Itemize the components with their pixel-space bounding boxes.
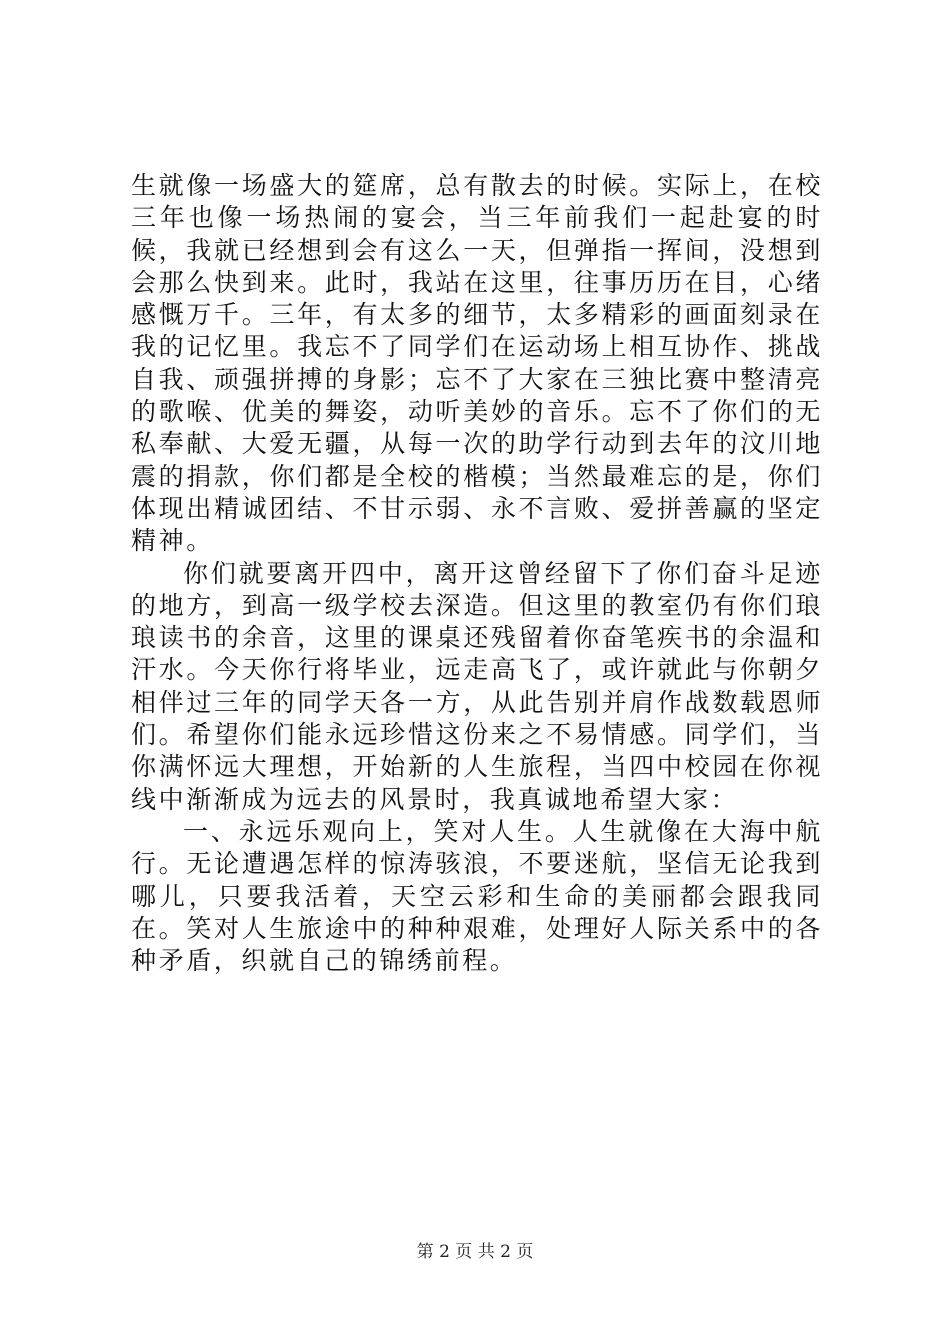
body-text — [131, 170, 823, 977]
page-number: 第 2 页 共 2 页 — [416, 1242, 534, 1262]
paragraph-memories: 生就像一场盛大的筵席，总有散去的时候。实际上，在校三年也像一场热闹的宴会，当三年前我们一起赴宴的时候，我就已经想到会有这么一天，但弹指一挥间，没想到会那么快到来。此时，我站在这里，往事历历在目，心绪感慨万千。三年，有太多的细节，太多精彩的画面刻录在我的记忆里。我忘不了同学们在运动场上相互协作、挑战自我、顽强拼搏的身影；忘不了大家在三独比赛中整清亮的歌喉、优美的舞姿，动听美妙的音乐。忘不了你们的无私奉献、大爱无疆，从每一次的助学行动到去年的汶川地震的捐款，你们都是全校的楷模；当然最难忘的是，你们体现出精诚团结、不甘示弱、永不言败、爱拼善赢的坚定精神。 — [131, 171, 823, 556]
paragraph-hope-one: 一、永远乐观向上，笑对人生。人生就像在大海中航行。无论遭遇怎样的惊涛骇浪，不要迷航，坚信无论我到哪儿，只要我活着，天空云彩和生命的美丽都会跟我同在。笑对人生旅途中的种种艰难，处理好人际关系中的各种矛盾，织就自己的锦绣前程。 — [131, 816, 823, 976]
paragraph-farewell: 你们就要离开四中，离开这曾经留下了你们奋斗足迹的地方，到高一级学校去深造。但这里的教室仍有你们琅琅读书的余音，这里的课桌还残留着你奋笔疾书的余温和汗水。今天你行将毕业，远走高飞了，或许就此与你朝夕相伴过三年的同学天各一方，从此告别并肩作战数载恩师们。希望你们能永远珍惜这份来之不易情感。同学们，当你满怀远大理想，开始新的人生旅程，当四中校园在你视线中渐渐成为远去的风景时，我真诚地希望大家： — [131, 558, 823, 814]
page-footer — [0, 1241, 950, 1263]
